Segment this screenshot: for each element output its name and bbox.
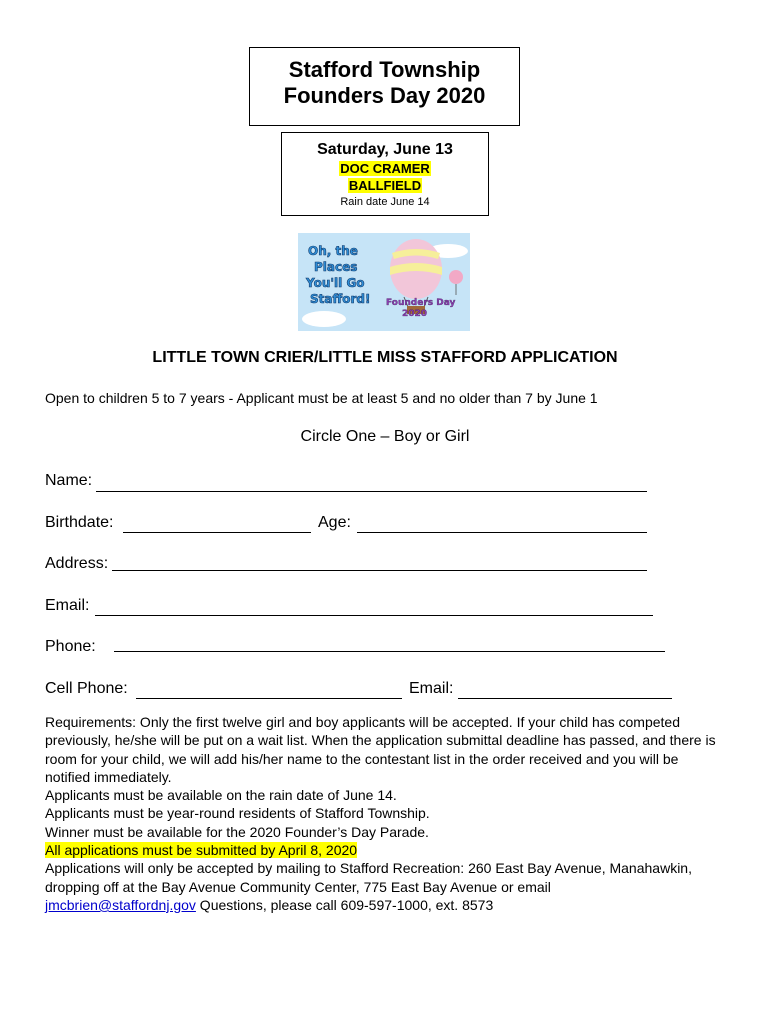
- eligibility-text: Open to children 5 to 7 years - Applicant must be at least 5 and no older than 7 by June 1: [45, 390, 598, 406]
- title-line-1: Stafford Township: [288, 57, 481, 82]
- event-date: Saturday, June 13: [317, 141, 453, 158]
- name-label: Name:: [45, 472, 93, 489]
- application-heading: LITTLE TOWN CRIER/LITTLE MISS STAFFORD APPLICATION: [152, 349, 618, 366]
- rain-date: Rain date June 14: [340, 196, 430, 208]
- age-field[interactable]: [357, 532, 647, 533]
- cell-email-label: Email:: [409, 680, 454, 697]
- cell-email-field[interactable]: [458, 698, 672, 699]
- logo-text-1: Oh, the: [308, 244, 358, 258]
- submission-text: Applications will only be accepted by mailing to Stafford Recreation: 260 East Bay Avenue, Manahawkin, dropping off at the Bay Avenue Community Center, 775 East Bay Avenue or email: [45, 860, 692, 895]
- requirements-section: [45, 713, 725, 914]
- name-field[interactable]: [96, 491, 647, 492]
- venue-line-2: BALLFIELD: [348, 178, 422, 193]
- gender-circle-instruction: Circle One – Boy or Girl: [300, 428, 470, 445]
- birthdate-field[interactable]: [123, 532, 311, 533]
- logo-text-5: Founders Day: [386, 298, 456, 308]
- title-box: [249, 47, 520, 126]
- phone-field[interactable]: [114, 651, 665, 652]
- questions-text: Questions, please call 609-597-1000, ext. 8573: [195, 896, 494, 913]
- cell-phone-label: Cell Phone:: [45, 680, 128, 697]
- contact-email-link[interactable]: jmcbrien@staffordnj.gov: [45, 896, 196, 913]
- logo-text-3: You'll Go: [306, 276, 365, 290]
- title-line-2: Founders Day 2020: [283, 83, 486, 108]
- parade-requirement: Winner must be available for the 2020 Founder’s Day Parade.: [45, 823, 429, 840]
- phone-label: Phone:: [45, 638, 96, 655]
- age-label: Age:: [318, 514, 351, 531]
- submission-instructions: [45, 859, 725, 914]
- cell-phone-field[interactable]: [136, 698, 402, 699]
- logo-text-4: Stafford!: [310, 292, 371, 306]
- founders-day-logo: [298, 233, 470, 331]
- venue-line-1: DOC CRAMER: [340, 161, 430, 176]
- requirements-paragraph: Requirements: Only the first twelve girl and boy applicants will be accepted. If your child has competed previously, he/she will be put on a wait list. When the application submittal deadline has passed, and there is room for your child, we will add his/her name to the contestant list in the order received and you will be notified immediately.: [45, 714, 716, 785]
- logo-text-6: 2020: [402, 309, 428, 319]
- email-field[interactable]: [95, 615, 653, 616]
- birthdate-label: Birthdate:: [45, 514, 114, 531]
- email-label: Email:: [45, 597, 90, 614]
- event-info-box: [281, 132, 489, 216]
- rain-date-requirement: Applicants must be available on the rain date of June 14.: [45, 787, 397, 804]
- address-label: Address:: [45, 555, 109, 572]
- residency-requirement: Applicants must be year-round residents of Stafford Township.: [45, 805, 430, 822]
- logo-text-2: Places: [314, 260, 358, 274]
- deadline-notice: All applications must be submitted by April 8, 2020: [45, 842, 358, 859]
- address-field[interactable]: [112, 570, 647, 571]
